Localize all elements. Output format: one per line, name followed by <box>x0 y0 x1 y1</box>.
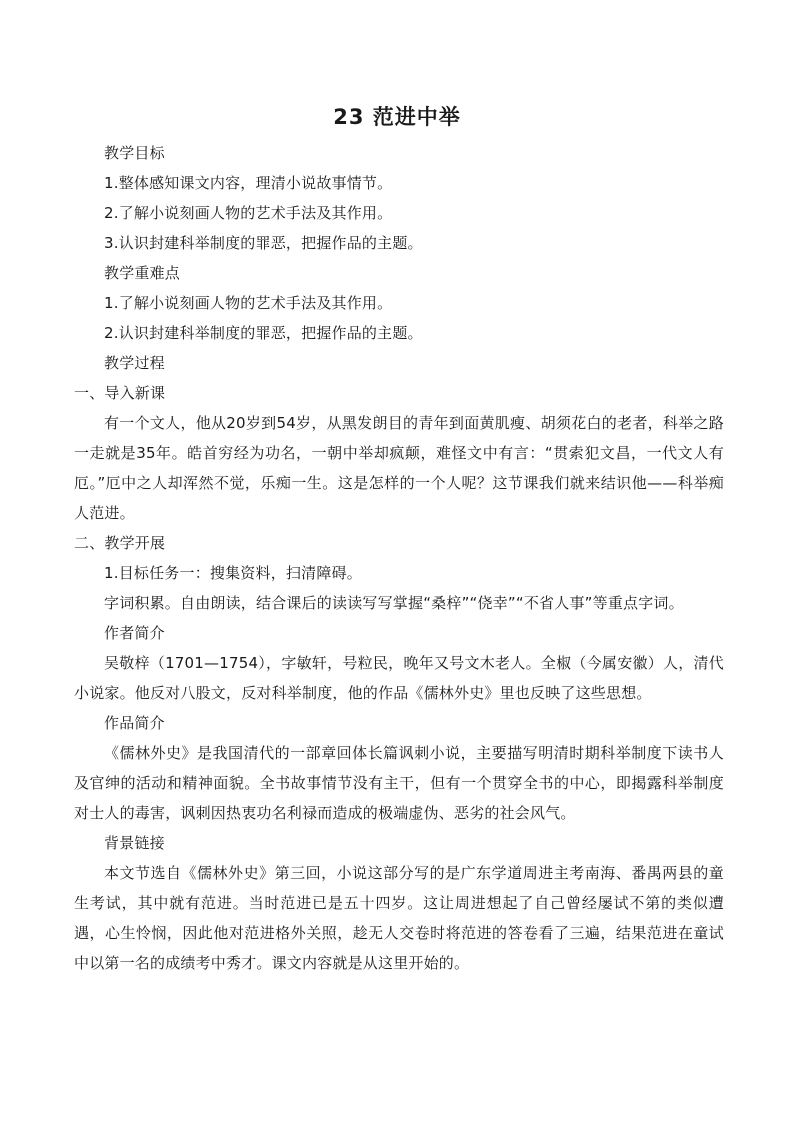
page-title: 23 范进中举 <box>333 105 461 129</box>
author-text: 吴敬梓（1701—1754），字敏轩，号粒民，晚年又号文木老人。全椒（今属安徽）人，清代小说家。他反对八股文，反对科举制度，他的作品《儒林外史》里也反映了这些思想。 <box>74 654 724 702</box>
part1-paragraph <box>74 408 724 528</box>
background-paragraph <box>74 858 724 978</box>
author-paragraph <box>74 648 724 708</box>
background-text: 本文节选自《儒林外史》第三回，小说这部分写的是广东学道周进主考南海、番禺两县的童生考试，其中就有范进。当时范进已是五十四岁。这让周进想起了自己曾经屡试不第的类似遭遇，心生怜悯，因此他对范进格外关照，趁无人交卷时将范进的答卷看了三遍，结果范进在童试中以第一名的成绩考中秀才。课文内容就是从这里开始的。 <box>74 864 724 972</box>
work-text: 《儒林外史》是我国清代的一部章回体长篇讽刺小说，主要描写明清时期科举制度下读书人及官绅的活动和精神面貌。全书故事情节没有主干，但有一个贯穿全书的中心，即揭露科举制度对士人的毒害，讽刺因热衷功名利禄而造成的极端虚伪、恶劣的社会风气。 <box>74 744 724 822</box>
part2-heading: 二、教学开展 <box>74 534 166 552</box>
task1-line: 1.目标任务一：搜集资料，扫清障碍。 <box>104 564 362 582</box>
work-paragraph <box>74 738 724 828</box>
goal-item: 1.整体感知课文内容，理清小说故事情节。 <box>104 174 393 192</box>
vocab-text: 字词积累。自由朗读，结合课后的读读写写掌握“桑梓”“侥幸”“不省人事”等重点字词。 <box>104 594 684 612</box>
author-heading: 作者简介 <box>104 624 165 642</box>
intro-text: 有一个文人，他从20岁到54岁，从黑发朗目的青年到面黄肌瘦、胡须花白的老者，科举之路一走就是35年。皓首穷经为功名，一朝中举却疯颠，难怪文中有言：“贯索犯文昌，一代文人有厄。”厄中之人却浑然不觉，乐痴一生。这是怎样的一个人呢？这节课我们就来结识他——科举痴人范进。 <box>74 414 724 522</box>
background-heading: 背景链接 <box>104 834 165 852</box>
key-point-item: 2.认识封建科举制度的罪恶，把握作品的主题。 <box>104 324 423 342</box>
process-heading: 教学过程 <box>104 354 165 372</box>
part1-heading: 一、导入新课 <box>74 384 166 402</box>
goals-heading: 教学目标 <box>104 144 165 162</box>
vocab-paragraph <box>74 588 724 618</box>
key-points-heading: 教学重难点 <box>104 264 181 282</box>
goal-item: 3.认识封建科举制度的罪恶，把握作品的主题。 <box>104 234 423 252</box>
work-heading: 作品简介 <box>104 714 165 732</box>
key-point-item: 1.了解小说刻画人物的艺术手法及其作用。 <box>104 294 393 312</box>
goal-item: 2.了解小说刻画人物的艺术手法及其作用。 <box>104 204 393 222</box>
document-body <box>74 138 724 978</box>
